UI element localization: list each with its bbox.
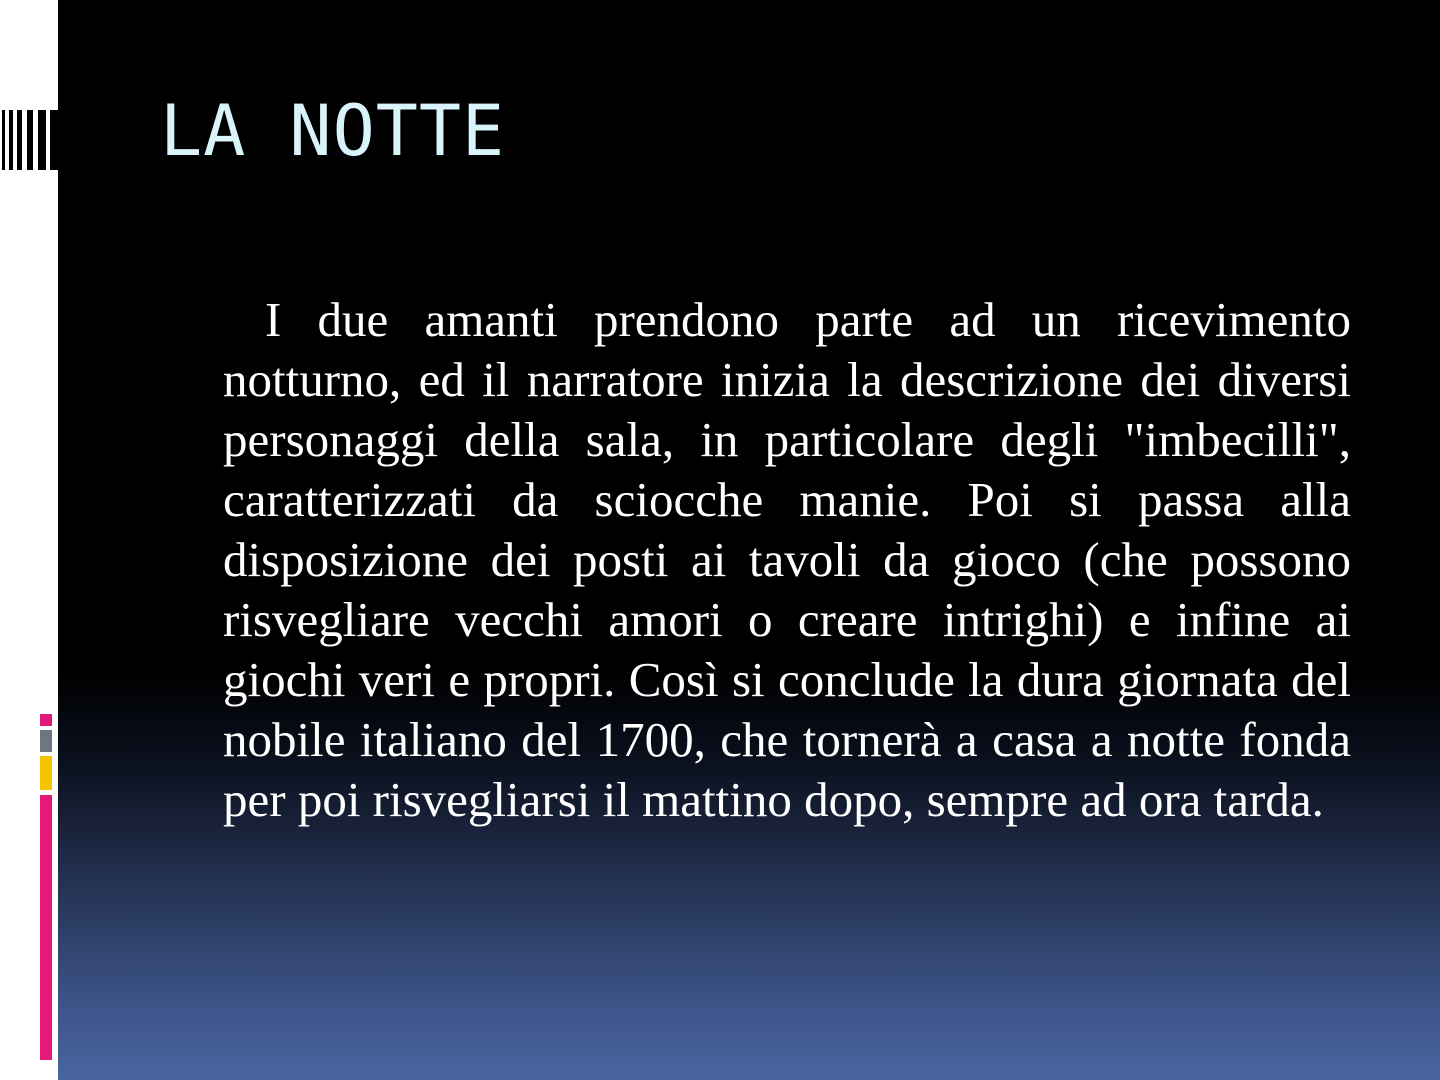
slide-body-text: I due amanti prendono parte ad un ricevimento notturno, ed il narratore inizia la descrizione dei diversi personaggi della sala, in particolare degli "imbecilli", caratterizzati da sciocche manie. Poi si passa alla disposizione dei posti ai tavoli da gioco (che possono risvegliare vecchi amori o creare intrighi) e infine ai giochi veri e propri. Così si conclude la dura giornata del nobile italiano del 1700, che tornerà a casa a notte fonda per poi risvegliarsi il mattino dopo, sempre ad ora tarda. xyxy=(223,292,1351,827)
deco-stripe-4 xyxy=(27,110,33,170)
deco-accent-pink-small xyxy=(40,714,52,726)
deco-stripe-6 xyxy=(50,110,58,170)
slide-title: LA NOTTE xyxy=(160,90,506,172)
deco-stripe-1 xyxy=(2,110,5,170)
deco-stripe-3 xyxy=(17,110,22,170)
deco-accent-gray xyxy=(40,730,52,752)
deco-accent-pink-long xyxy=(40,795,52,1060)
deco-stripe-5 xyxy=(38,110,46,170)
slide xyxy=(58,0,1440,1080)
deco-stripe-2 xyxy=(9,110,13,170)
deco-accent-yellow xyxy=(40,756,52,790)
decorative-bars xyxy=(0,0,58,1080)
